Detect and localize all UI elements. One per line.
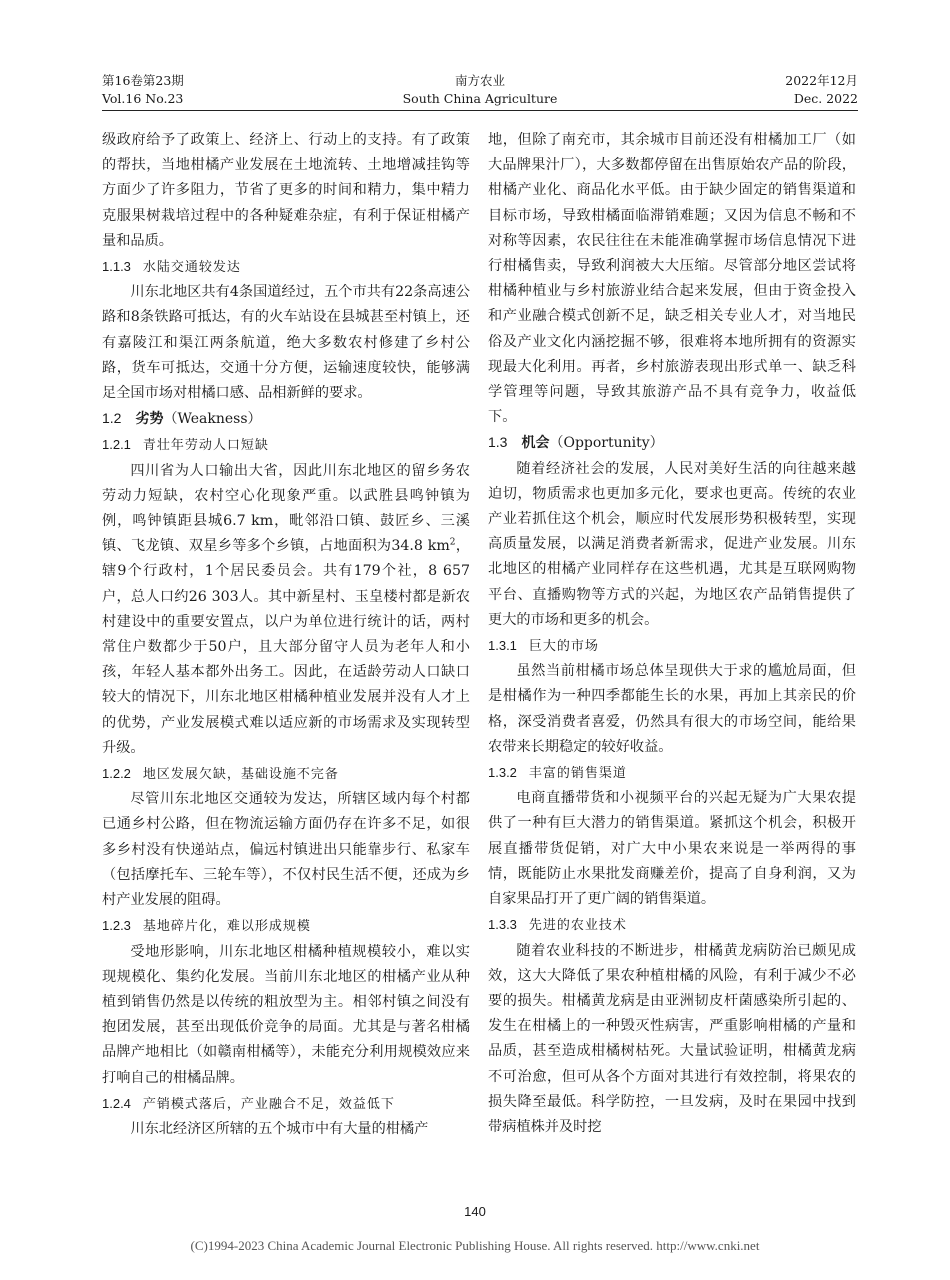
section-heading-1-3-3 xyxy=(488,912,856,938)
section-number: 1.2.2 xyxy=(102,766,131,782)
paragraph: 级政府给予了政策上、经济上、行动上的支持。有了政策的帮扶，当地柑橘产业发展在土地流转、土地增减挂钩等方面少了许多阻力，节省了更多的时间和精力，集中精力克服果树栽培过程中的各种疑难杂症，有利于保证柑橘产量和品质。 xyxy=(102,132,470,249)
section-title: 机会 xyxy=(521,435,550,452)
journal-date xyxy=(785,72,858,108)
journal-title-cn: 南方农业 xyxy=(454,73,505,88)
section-title: 劣势 xyxy=(135,411,164,428)
paragraph: 随着经济社会的发展，人民对美好生活的向往越来越迫切，物质需求也更加多元化，要求也更高。传统的农业产业若抓住这个机会，顺应时代发展形势积极转型，实现高质量发展，以满足消费者新需求，促进产业发展。川东北地区的柑橘产业同样存在这些机遇，尤其是互联网购物平台、直播购物等方式的兴起，为地区农产品销售提供了更大的市场和更多的机会。 xyxy=(488,460,856,628)
section-title: 先进的农业技术 xyxy=(528,918,627,934)
section-number: 1.3.3 xyxy=(488,917,517,933)
paragraph: 电商直播带货和小视频平台的兴起无疑为广大果农提供了一种有巨大潜力的销售渠道。紧抓这个机会，积极开展直播带货促销，对广大中小果农来说是一举两得的事情，既能防止水果批发商赚差价，提高了自身利润，又为自家果品打开了更广阔的销售渠道。 xyxy=(488,790,856,908)
section-heading-1-2 xyxy=(102,406,470,432)
page-number: 140 xyxy=(464,1204,486,1219)
issue-cn: 第16卷第23期 xyxy=(102,73,184,88)
section-heading-1-1-3 xyxy=(102,254,470,280)
section-number: 1.3.2 xyxy=(488,765,517,781)
section-number: 1.3.1 xyxy=(488,638,517,654)
section-heading-1-2-4 xyxy=(102,1091,470,1117)
section-title: 巨大的市场 xyxy=(528,639,599,655)
section-heading-1-2-1 xyxy=(102,432,470,458)
section-number: 1.2.4 xyxy=(102,1095,131,1111)
section-heading-1-2-3 xyxy=(102,913,470,939)
left-column xyxy=(102,128,470,1142)
journal-title-en: South China Agriculture xyxy=(402,91,558,106)
paragraph-text: ，辖9个行政村，1个居民委员会。共有179个社，8 657户，总人口约26 303人。其中新星村、玉皇楼村都是新农村建设中的重要安置点，以户为单位进行统计的话，两村常住户数都少于50户，且大部分留守人员为老年人和小孩，年轻人基本都外出务工。因此，在适龄劳动人口缺口较大的情况下，川东北地区柑橘种植业发展并没有人才上的优势，产业发展模式难以适应新的市场需求及实现转型升级。 xyxy=(102,538,470,756)
section-title: 地区发展欠缺，基础设施不完备 xyxy=(142,767,339,783)
section-heading-1-3-1 xyxy=(488,633,856,659)
copyright-footer: (C)1994-2023 China Academic Journal Electronic Publishing House. All rights reserved. http://www.cnki.net xyxy=(190,1238,760,1253)
section-title: 丰富的销售渠道 xyxy=(528,766,627,782)
paragraph: 川东北经济区所辖的五个城市中有大量的柑橘产 xyxy=(130,1120,429,1137)
section-number: 1.2.1 xyxy=(102,437,131,453)
right-column xyxy=(488,128,856,1140)
paragraph: 尽管川东北地区交通较为发达，所辖区域内每个村都已通乡村公路，但在物流运输方面仍存在许多不足，如很多乡村没有快递站点，偏远村镇进出只能靠步行、私家车（包括摩托车、三轮车等），不仅村民生活不便，还成为乡村产业发展的阻碍。 xyxy=(102,791,470,909)
section-number: 1.2.3 xyxy=(102,918,131,934)
date-en: Dec. 2022 xyxy=(793,91,858,106)
section-title-en: （Opportunity） xyxy=(549,435,664,452)
issue-en: Vol.16 No.23 xyxy=(102,91,184,106)
date-cn: 2022年12月 xyxy=(785,73,858,88)
paragraph xyxy=(102,459,470,761)
section-heading-1-2-2 xyxy=(102,761,470,787)
paragraph: 地，但除了南充市，其余城市目前还没有柑橘加工厂（如大品牌果汁厂），大多数都停留在出售原始农产品的阶段，柑橘产业化、商品化水平低。由于缺少固定的销售渠道和目标市场，导致柑橘面临滞销难题；又因为信息不畅和不对称等因素，农民往往在未能准确掌握市场信息情况下进行柑橘售卖，导致利润被大大压缩。尽管部分地区尝试将柑橘种植业与乡村旅游业结合起来发展，但由于资金投入和产业融合模式创新不足，缺乏相关专业人才，对当地民俗及产业文化内涵挖掘不够，很难将本地所拥有的资源实现最大化利用。再者，乡村旅游表现出形式单一、缺乏科学管理等问题，导致其旅游产品不具有竞争力，收益低下。 xyxy=(488,132,856,426)
section-number: 1.2 xyxy=(102,410,122,427)
section-number: 1.3 xyxy=(488,434,508,451)
section-title: 产销模式落后，产业融合不足，效益低下 xyxy=(142,1096,395,1112)
paragraph: 川东北地区共有4条国道经过，五个市共有22条高速公路和8条铁路可抵达，有的火车站设在县城甚至村镇上，还有嘉陵江和渠江两条航道，绝大多数农村修建了乡村公路，货车可抵达，交通十分方便，运输速度较快，能够满足全国市场对柑橘口感、品相新鲜的要求。 xyxy=(102,284,470,402)
superscript: 2 xyxy=(449,537,456,548)
section-number: 1.1.3 xyxy=(102,259,131,275)
paragraph: 受地形影响，川东北地区柑橘种植规模较小，难以实现规模化、集约化发展。当前川东北地区的柑橘产业从种植到销售仍然是以传统的粗放型为主。相邻村镇之间没有抱团发展，甚至出现低价竞争的局面。尤其是与著名柑橘品牌产地相比（如赣南柑橘等），未能充分利用规模效应来打响自己的柑橘品牌。 xyxy=(102,943,470,1086)
section-title: 基地碎片化，难以形成规模 xyxy=(142,919,311,935)
section-title-en: （Weakness） xyxy=(163,411,262,428)
paragraph: 随着农业科技的不断进步，柑橘黄龙病防治已颇见成效，这大大降低了果农种植柑橘的风险，有利于减少不必要的损失。柑橘黄龙病是由亚洲韧皮杆菌感染所引起的、发生在柑橘上的一种毁灭性病害，严重影响柑橘的产量和品质，甚至造成柑橘树枯死。大量试验证明，柑橘黄龙病不可治愈，但可从各个方面对其进行有效控制，将果农的损失降至最低。科学防控，一旦发病，及时在果园中找到带病植株并及时挖 xyxy=(488,942,856,1135)
paragraph: 虽然当前柑橘市场总体呈现供大于求的尴尬局面，但是柑橘作为一种四季都能生长的水果，再加上其亲民的价格，深受消费者喜爱，仍然具有很大的市场空间，能给果农带来长期稳定的较好收益。 xyxy=(488,663,856,755)
running-header xyxy=(102,72,858,111)
section-title: 水陆交通较发达 xyxy=(142,260,241,276)
section-heading-1-3 xyxy=(488,430,856,456)
section-heading-1-3-2 xyxy=(488,760,856,786)
paragraph-text: 四川省为人口输出大省，因此川东北地区的留乡务农劳动力短缺，农村空心化现象严重。以武胜县鸣钟镇为例，鸣钟镇距县城6.7 km，毗邻沿口镇、鼓匠乡、三溪镇、飞龙镇、双星乡等多个乡镇，占地面积为34.8 km xyxy=(102,462,470,555)
journal-title xyxy=(102,72,858,108)
section-title: 青壮年劳动人口短缺 xyxy=(142,438,269,454)
